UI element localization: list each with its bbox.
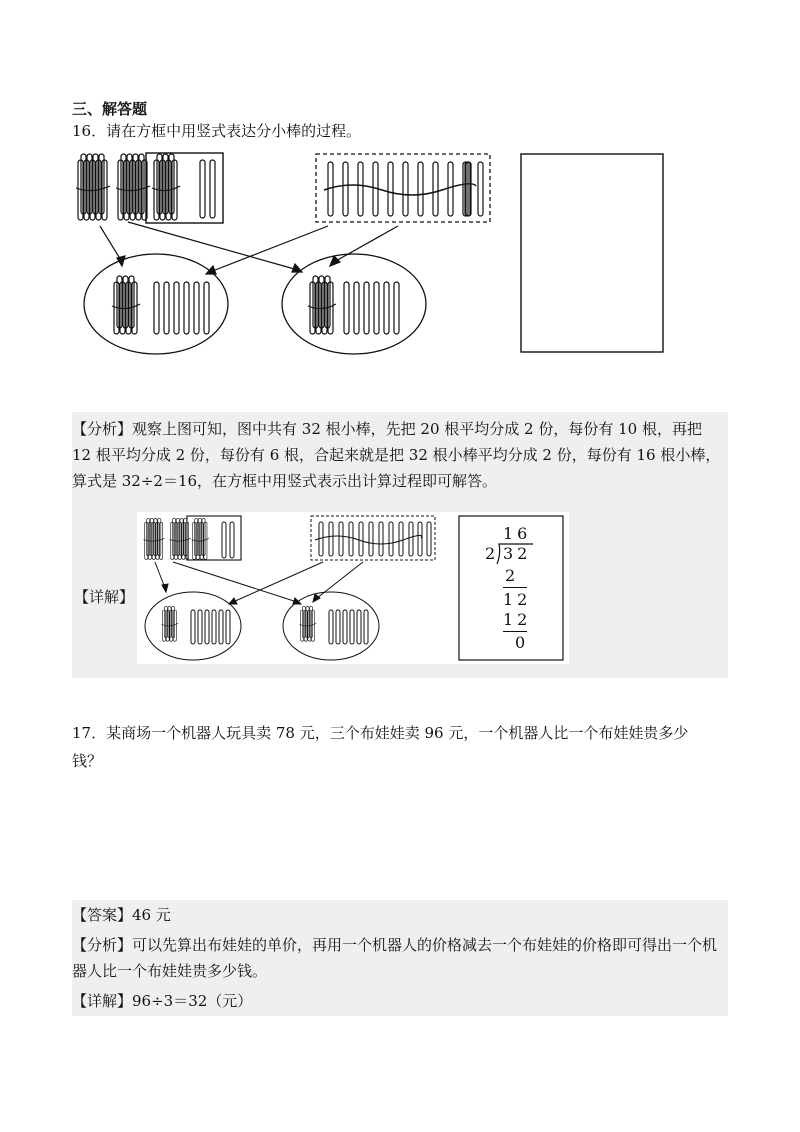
loose-sticks-1 — [200, 160, 215, 218]
answer-box — [521, 154, 663, 352]
q17-analysis — [72, 932, 724, 984]
q17-answer — [72, 904, 171, 926]
answer-text: 46 元 — [132, 906, 171, 924]
step-3: 12 — [503, 610, 532, 629]
question-16: 16．请在方框中用竖式表达分小棒的过程。 — [72, 122, 362, 140]
analysis-label: 【分析】 — [72, 936, 133, 954]
remainder: 0 — [515, 633, 526, 652]
analysis-text: 可以先算出布娃娃的单价，再用一个机器人的价格减去一个布娃娃的价格即可得出一个机器人比一个布娃娃贵多少钱。 — [72, 936, 718, 980]
section-title: 三、解答题 — [72, 100, 148, 118]
analysis-label: 【分析】 — [72, 420, 133, 438]
q17-detail — [72, 990, 252, 1012]
stick-figure — [72, 150, 672, 360]
ten-sticks — [324, 162, 476, 216]
detail-text: 96÷3＝32（元） — [132, 992, 253, 1010]
detail-label: 【详解】 — [72, 992, 133, 1010]
detail-label: 【详解】 — [74, 588, 135, 606]
divisor: 2 — [485, 544, 496, 563]
stick-bundle-3 — [152, 154, 180, 220]
dividend: 32 — [503, 544, 532, 563]
arrows — [100, 222, 398, 274]
analysis-text: 观察上图可知，图中共有 32 根小棒，先把 20 根平均分成 2 份，每份有 10 根，再把 12 根平均分成 2 份，每份有 6 根，合起来就是把 32 根小棒平均分成 2 份，每份有 16 根小棒，算式是 32÷2＝16，在方框中用竖式表示出计算过程即可解答。 — [72, 420, 721, 490]
stick-bundle-1 — [76, 154, 110, 220]
q16-analysis — [72, 416, 724, 494]
group-ellipse-1 — [84, 254, 228, 354]
division-line-2 — [503, 631, 527, 632]
answer-label: 【答案】 — [72, 906, 133, 924]
step-2: 12 — [503, 590, 532, 609]
quotient: 16 — [503, 524, 532, 543]
division-line-1 — [503, 587, 527, 588]
step-1: 2 — [505, 566, 516, 585]
question-17-line1: 17．某商场一个机器人玩具卖 78 元，三个布娃娃卖 96 元，一个机器人比一个布娃娃贵多少 — [72, 724, 689, 742]
detail-figure — [137, 512, 569, 664]
stick-bundle-2 — [116, 154, 150, 220]
question-17-line2: 钱？ — [72, 752, 103, 770]
